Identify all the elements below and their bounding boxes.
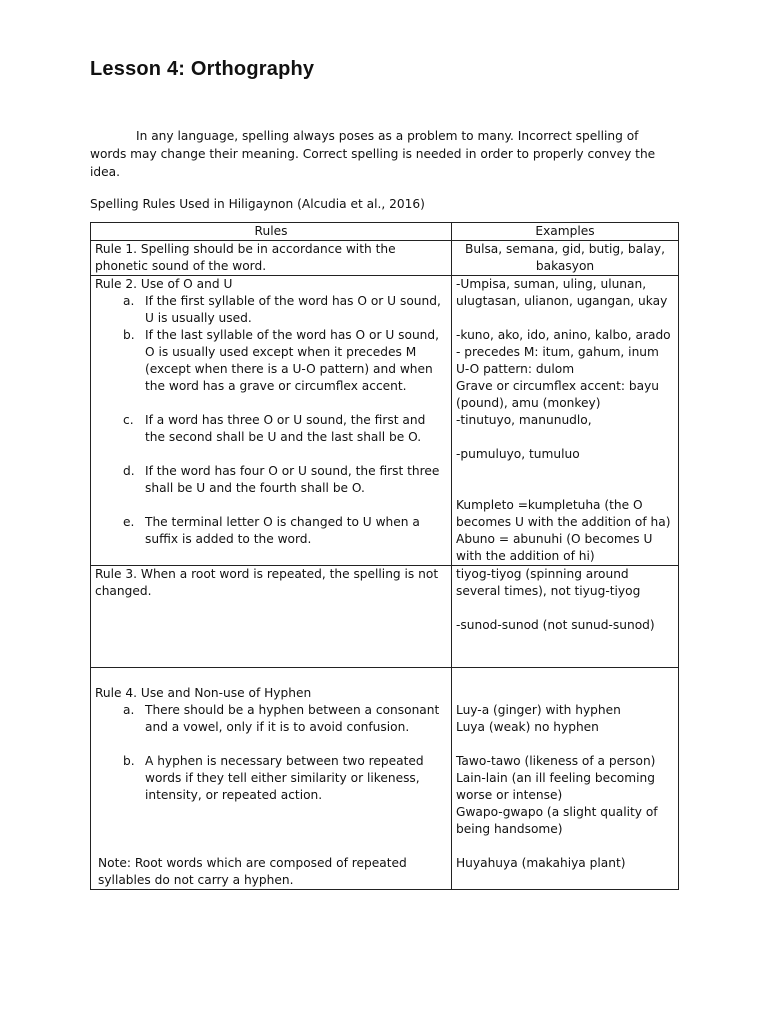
list-label: e. bbox=[123, 515, 135, 529]
list-label: c. bbox=[123, 413, 134, 427]
rule1-example: Bulsa, semana, gid, butig, balay, bakasyon bbox=[452, 241, 679, 276]
table-header-row bbox=[91, 223, 679, 241]
rule2-ex-c: -tinutuyo, manunudlo, bbox=[456, 413, 592, 427]
rule1-text: Rule 1. Spelling should be in accordance with the phonetic sound of the word. bbox=[91, 241, 452, 276]
rule2-e-text: The terminal letter O is changed to U when a suffix is added to the word. bbox=[145, 515, 420, 546]
rule2-b-text: If the last syllable of the word has O or U sound, O is usually used except when it precedes M (except when there is a U-O pattern) and when the word has a grave or circumflex accent. bbox=[145, 328, 439, 393]
rule2-ex-b3: U-O pattern: dulom bbox=[456, 362, 575, 376]
rule2-ex-b4: Grave or circumflex accent: bayu (pound), amu (monkey) bbox=[456, 379, 660, 410]
rule3-ex1: tiyog-tiyog (spinning around several times), not tiyug-tiyog bbox=[456, 567, 641, 598]
list-label: b. bbox=[123, 754, 135, 768]
rule2-item-d bbox=[95, 463, 447, 497]
list-label: b. bbox=[123, 328, 135, 342]
rule2-item-c bbox=[95, 412, 447, 446]
rule2-ex-d: -pumuluyo, tumuluo bbox=[456, 447, 580, 461]
rule4-item-b bbox=[95, 753, 447, 804]
table-row bbox=[91, 241, 679, 276]
rule2-d-text: If the word has four O or U sound, the first three shall be U and the fourth shall be O. bbox=[145, 464, 440, 495]
table-caption: Spelling Rules Used in Hiligaynon (Alcudia et al., 2016) bbox=[90, 197, 425, 211]
rule3-ex2: -sunod-sunod (not sunud-sunod) bbox=[456, 618, 655, 632]
rule2-examples bbox=[452, 276, 679, 566]
list-label: d. bbox=[123, 464, 135, 478]
rule4-ex-a1: Luy-a (ginger) with hyphen bbox=[456, 703, 621, 717]
rule2-ex-e1: Kumpleto =kumpletuha (the O becomes U with the addition of ha) bbox=[456, 498, 671, 529]
rule4-cell bbox=[91, 668, 452, 890]
rule2-ex-b1: -kuno, ako, ido, anino, kalbo, arado bbox=[456, 328, 671, 342]
rule2-c-text: If a word has three O or U sound, the first and the second shall be U and the last shall be O. bbox=[145, 413, 426, 444]
header-examples: Examples bbox=[452, 223, 679, 241]
rule4-ex-b3: Gwapo-gwapo (a slight quality of being handsome) bbox=[456, 805, 658, 836]
intro-paragraph: In any language, spelling always poses as a problem to many. Incorrect spelling of words may change their meaning. Correct spelling is needed in order to properly convey the idea. bbox=[90, 129, 656, 179]
rule4-examples bbox=[452, 668, 679, 890]
rule4-ex-b2: Lain-lain (an ill feeling becoming worse or intense) bbox=[456, 771, 655, 802]
rule2-item-b bbox=[95, 327, 447, 395]
document-page bbox=[90, 58, 678, 890]
rule2-ex-a: -Umpisa, suman, uling, ulunan, ulugtasan, ulianon, ugangan, ukay bbox=[456, 277, 668, 308]
table-row bbox=[91, 668, 679, 890]
rule2-ex-e2: Abuno = abunuhi (O becomes U with the addition of hi) bbox=[456, 532, 653, 563]
rule4-ex-b1: Tawo-tawo (likeness of a person) bbox=[456, 754, 656, 768]
spelling-rules-table bbox=[90, 222, 679, 890]
list-label: a. bbox=[123, 703, 135, 717]
rule4-a-text: There should be a hyphen between a consonant and a vowel, only if it is to avoid confusion. bbox=[145, 703, 440, 734]
rule2-item-a bbox=[95, 293, 447, 327]
rule2-title: Rule 2. Use of O and U bbox=[95, 277, 233, 291]
table-row bbox=[91, 276, 679, 566]
rule4-item-a bbox=[95, 702, 447, 736]
rule2-cell bbox=[91, 276, 452, 566]
rule3-examples bbox=[452, 566, 679, 668]
rule4-note: Note: Root words which are composed of repeated syllables do not carry a hyphen. bbox=[98, 856, 407, 887]
rule3-text: Rule 3. When a root word is repeated, the spelling is not changed. bbox=[91, 566, 452, 668]
rule4-ex-a2: Luya (weak) no hyphen bbox=[456, 720, 599, 734]
rule4-title: Rule 4. Use and Non-use of Hyphen bbox=[95, 686, 312, 700]
rule2-item-e bbox=[95, 514, 447, 548]
page-title: Lesson 4: Orthography bbox=[90, 58, 315, 80]
rule4-b-text: A hyphen is necessary between two repeated words if they tell either similarity or likeness, intensity, or repeated action. bbox=[145, 754, 424, 802]
rule4-ex-note: Huyahuya (makahiya plant) bbox=[456, 856, 626, 870]
list-label: a. bbox=[123, 294, 135, 308]
table-row bbox=[91, 566, 679, 668]
rule2-ex-b2: - precedes M: itum, gahum, inum bbox=[456, 345, 659, 359]
header-rules: Rules bbox=[91, 223, 452, 241]
rule2-a-text: If the first syllable of the word has O or U sound, U is usually used. bbox=[145, 294, 441, 325]
